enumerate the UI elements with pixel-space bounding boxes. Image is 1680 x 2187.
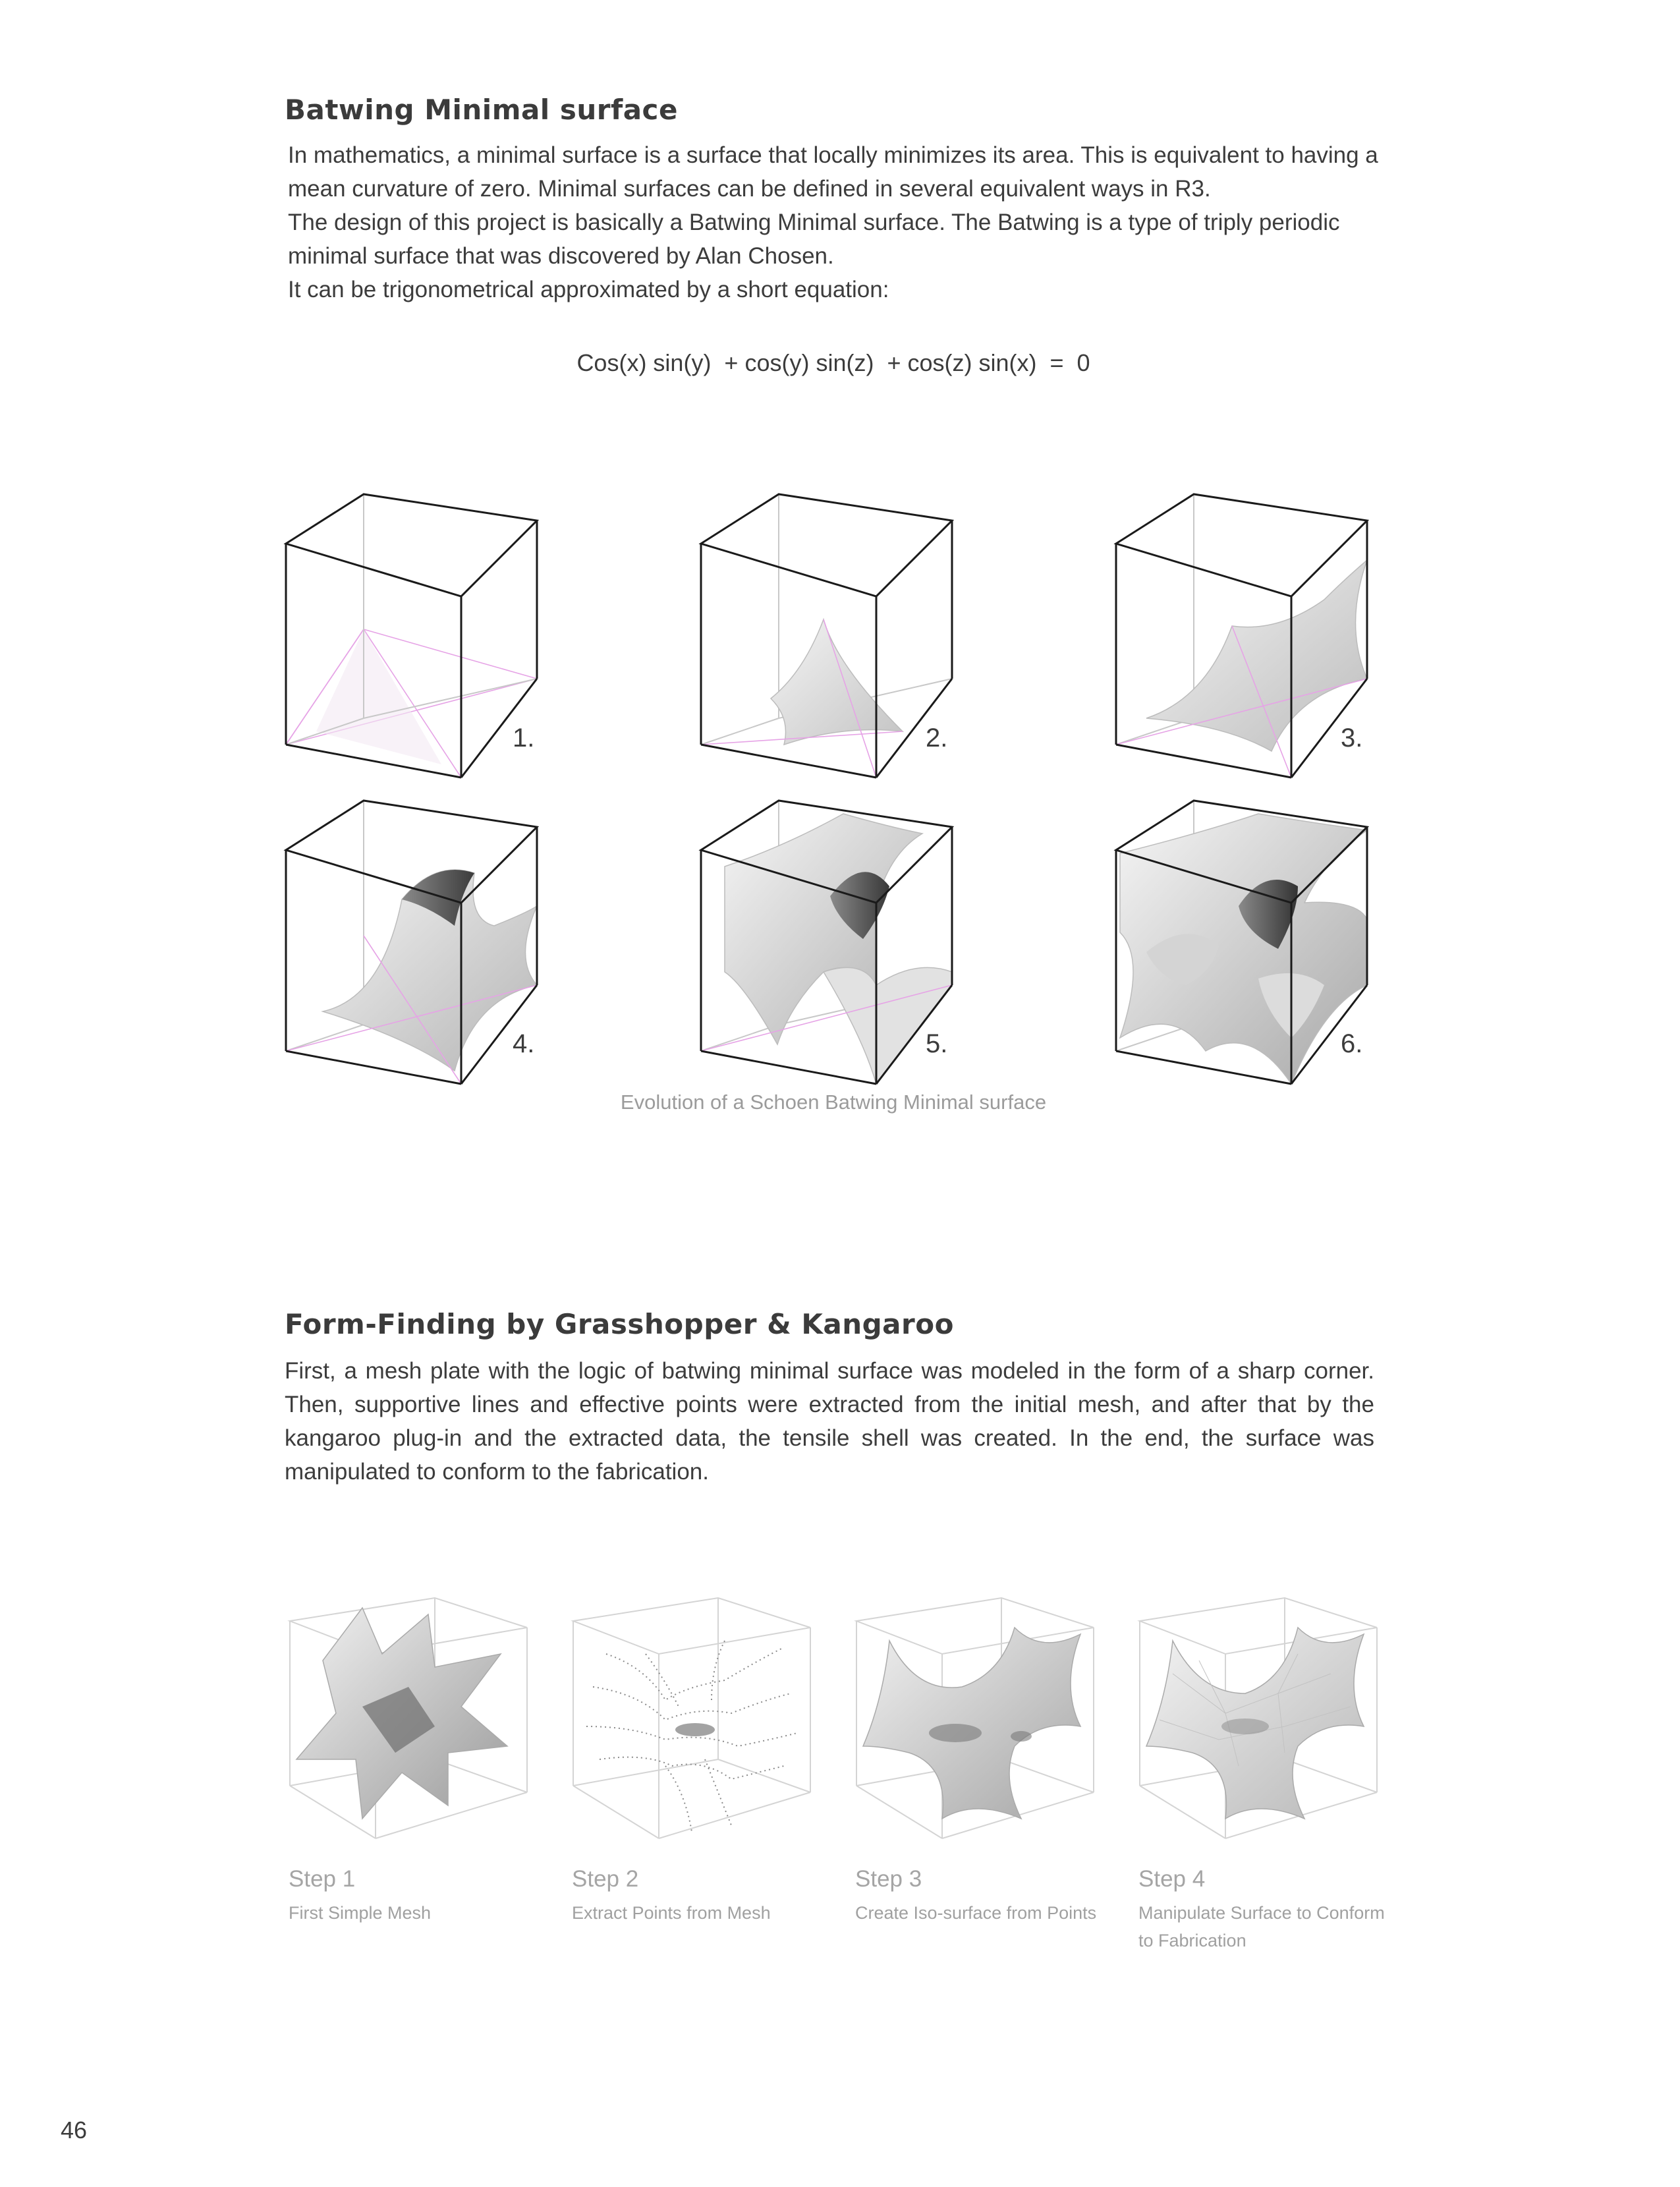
step-2-title: Step 2 (572, 1866, 639, 1892)
step-3-desc: Create Iso-surface from Points (855, 1903, 1097, 1923)
step-4-desc: Manipulate Surface to Conform to Fabrication (1138, 1903, 1385, 1950)
evolution-label-1: 1. (513, 724, 535, 753)
step-1-image (283, 1595, 534, 1858)
step-3-image (850, 1595, 1100, 1858)
evolution-label-6: 6. (1341, 1029, 1363, 1058)
intro-line: The design of this project is basically a Batwing Minimal surface. The Batwing is a type of triply periodic (288, 210, 1340, 235)
intro-line: mean curvature of zero. Minimal surfaces can be defined in several equivalent ways in R3. (288, 176, 1211, 202)
evolution-caption: Evolution of a Schoen Batwing Minimal surface (620, 1091, 1047, 1114)
section-title-form-finding: Form-Finding by Grasshopper & Kangaroo (285, 1308, 954, 1340)
step-1-title: Step 1 (289, 1866, 356, 1892)
intro-paragraph (288, 138, 1395, 306)
form-finding-paragraph: First, a mesh plate with the logic of batwing minimal surface was modeled in the form of a sharp corner. Then, supportive lines and effective points were extracted from the initial mesh, and after that by the kangaroo plug-in and the extracted data, the tensile shell was created. In the end, the surface was manipulated to conform to the fabrication. (285, 1358, 1374, 1485)
step-1-desc: First Simple Mesh (289, 1903, 432, 1923)
evolution-label-4: 4. (513, 1029, 535, 1058)
intro-line: In mathematics, a minimal surface is a surface that locally minimizes its area. This is equivalent to having a (288, 142, 1378, 168)
evolution-label-5: 5. (926, 1029, 948, 1058)
step-2-image (567, 1595, 817, 1858)
evolution-cube-4 (277, 787, 553, 1097)
section-title-batwing: Batwing Minimal surface (285, 94, 678, 126)
step-4-title: Step 4 (1138, 1866, 1206, 1892)
evolution-cube-1 (277, 481, 553, 791)
equation: Cos(x) sin(y) + cos(y) sin(z) + cos(z) sin(x) = 0 (576, 349, 1090, 376)
intro-line: It can be trigonometrical approximated by a short equation: (288, 277, 889, 302)
step-2-desc: Extract Points from Mesh (572, 1903, 771, 1923)
step-4-image (1133, 1595, 1384, 1858)
evolution-label-3: 3. (1341, 724, 1363, 753)
evolution-label-2: 2. (926, 724, 948, 753)
step-3-title: Step 3 (855, 1866, 922, 1892)
page-number: 46 (61, 2116, 88, 2144)
intro-line: minimal surface that was discovered by Alan Chosen. (288, 243, 834, 269)
